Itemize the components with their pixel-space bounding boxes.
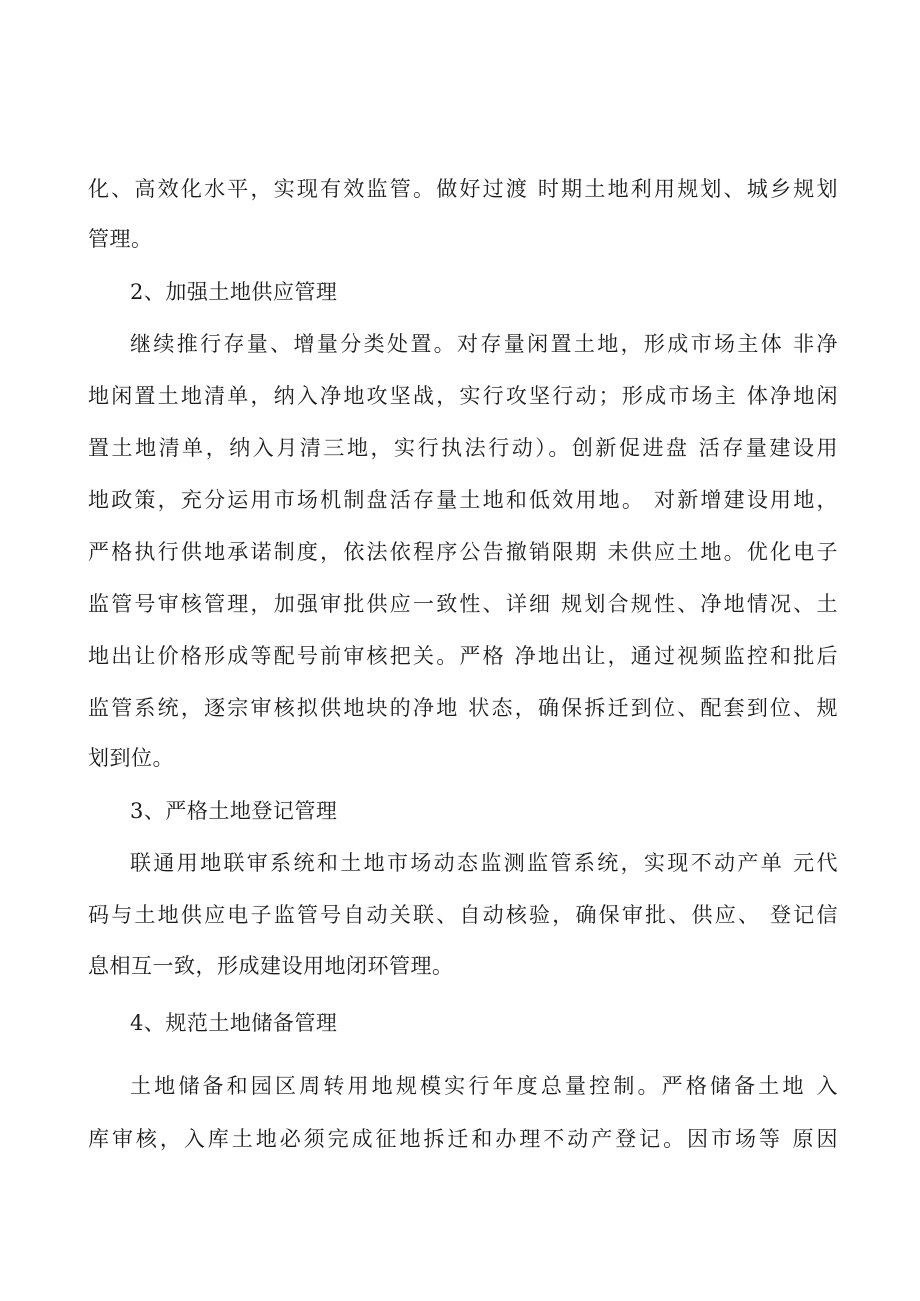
- paragraph-line: 化、高效化水平，实现有效监管。做好过渡 时期土地利用规划、城乡规划: [88, 177, 838, 201]
- paragraph-line: 地闲置土地清单，纳入净地攻坚战，实行攻坚行动；形成市场主 体净地闲: [88, 384, 838, 408]
- paragraph-line: 土地储备和园区周转用地规模实行年度总量控制。严格储备土地 入: [130, 1074, 838, 1098]
- paragraph-line: 监管系统，逐宗审核拟供地块的净地 状态，确保拆迁到位、配套到位、规: [88, 696, 838, 720]
- section-heading: 4、规范土地储备管理: [130, 1011, 338, 1035]
- paragraph-line: 严格执行供地承诺制度，依法依程序公告撤销限期 未供应土地。优化电子: [88, 540, 838, 564]
- paragraph-line: 地出让价格形成等配号前审核把关。严格 净地出让，通过视频监控和批后: [88, 644, 838, 668]
- paragraph-line: 监管号审核管理，加强审批供应一致性、详细 规划合规性、净地情况、土: [88, 592, 838, 616]
- paragraph-line: 联通用地联审系统和土地市场动态监测监管系统，实现不动产单 元代: [130, 851, 838, 875]
- paragraph-line: 管理。: [88, 227, 153, 251]
- paragraph-line: 码与土地供应电子监管号自动关联、自动核验，确保审批、供应、 登记信: [88, 903, 838, 927]
- section-heading: 3、严格土地登记管理: [130, 799, 338, 823]
- section-heading: 2、加强土地供应管理: [130, 280, 338, 304]
- paragraph-line: 划到位。: [88, 746, 174, 770]
- paragraph-line: 库审核，入库土地必须完成征地拆迁和办理不动产登记。因市场等 原因: [88, 1127, 838, 1151]
- paragraph-line: 置土地清单，纳入月清三地，实行执法行动）。创新促进盘 活存量建设用: [88, 436, 838, 460]
- paragraph-line: 息相互一致，形成建设用地闭环管理。: [88, 954, 454, 978]
- paragraph-line: 地政策，充分运用市场机制盘活存量土地和低效用地。 对新增建设用地，: [88, 488, 838, 512]
- paragraph-line: 继续推行存量、增量分类处置。对存量闲置土地，形成市场主体 非净: [130, 332, 838, 356]
